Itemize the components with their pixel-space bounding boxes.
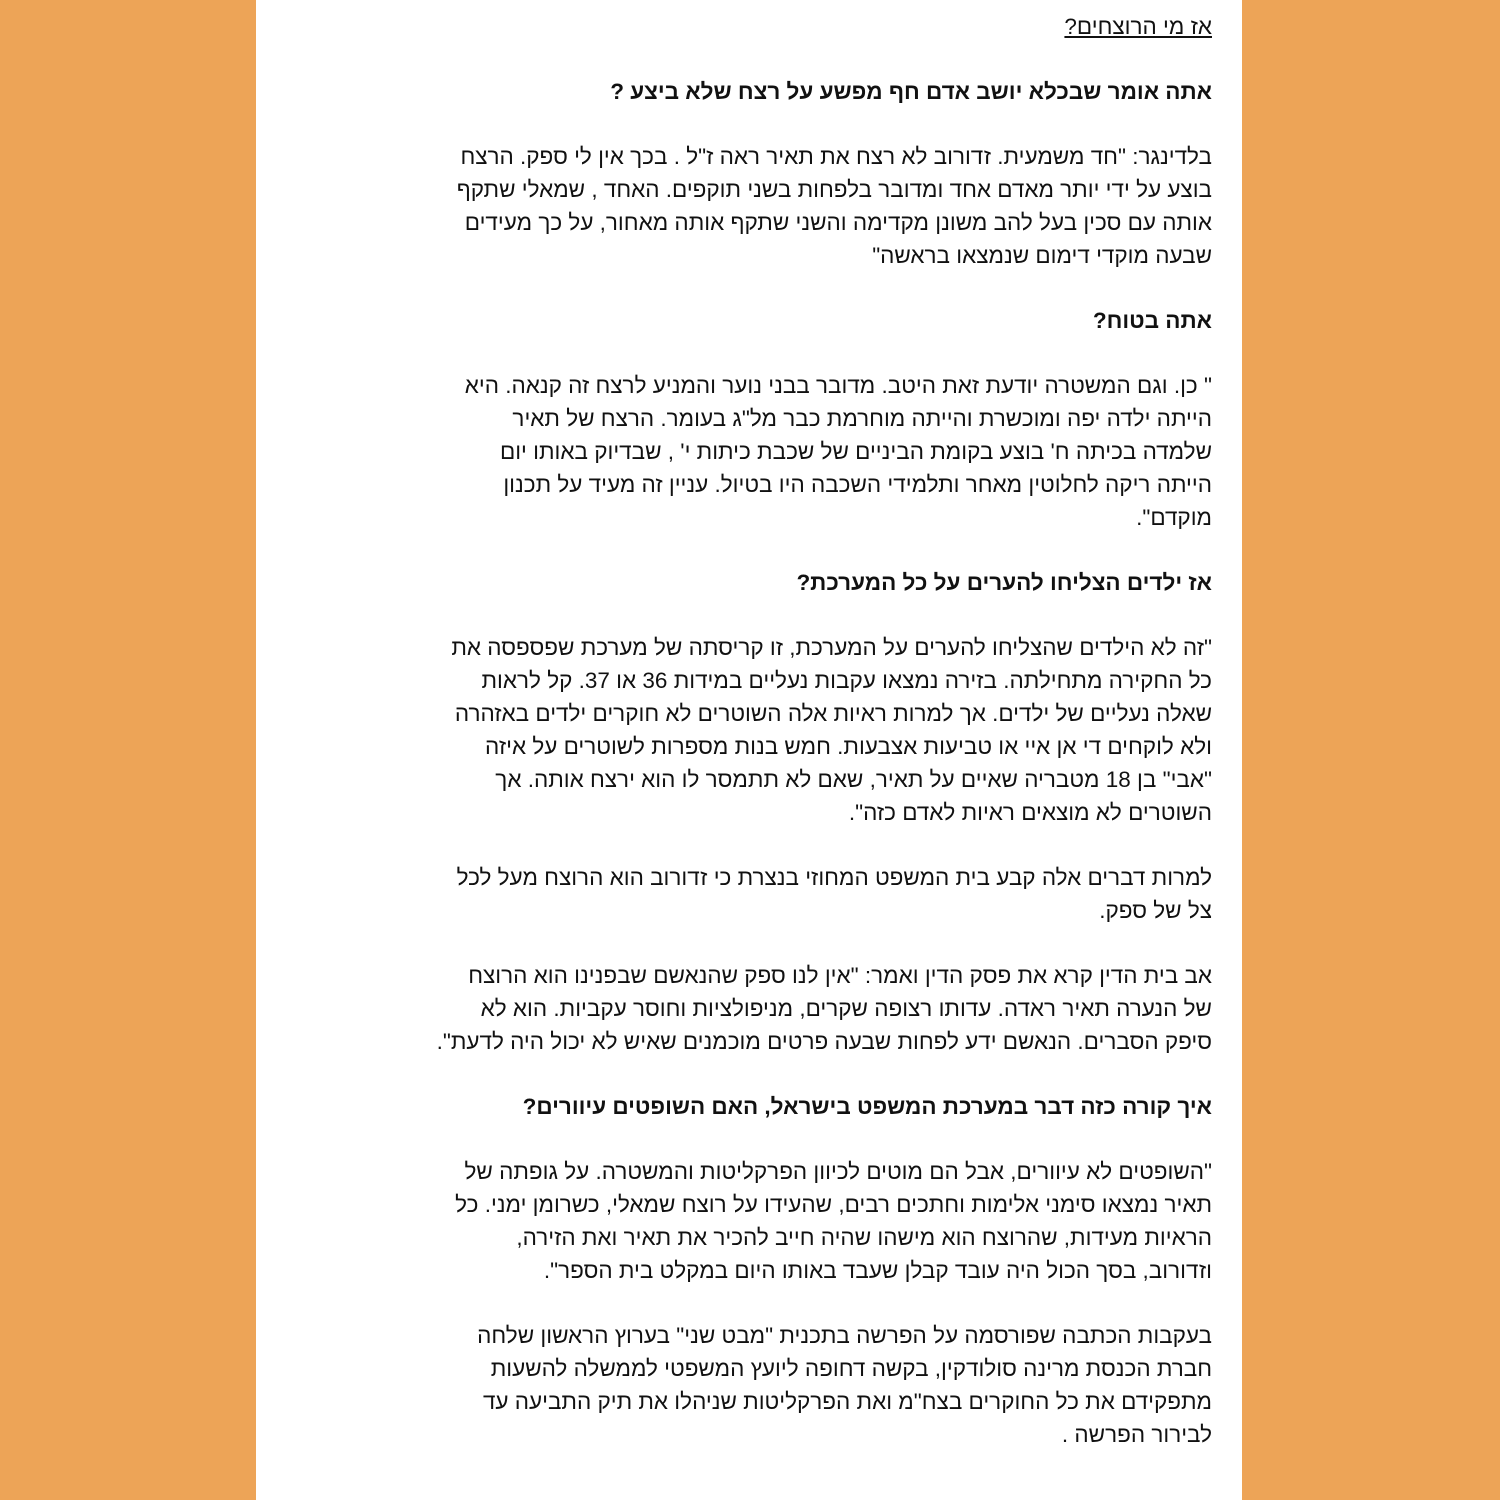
paragraph-line: צל של ספק. (1099, 898, 1212, 923)
document-body (302, 10, 1212, 1451)
answer-line: "השופטים לא עיוורים, אבל הם מוטים לכיוון הפרקליטות והמשטרה. על גופתה של (464, 1159, 1212, 1184)
interview-question: אז ילדים הצליחו להערים על כל המערכת? (796, 570, 1212, 595)
interview-question: איך קורה כזה דבר במערכת המשפט בישראל, האם השופטים עיוורים? (522, 1094, 1212, 1119)
paragraph-line: לבירור הפרשה . (1061, 1422, 1212, 1447)
paragraph-line: מתפקידם את כל החוקרים בצח"מ ואת הפרקליטות שניהלו את תיק התביעה עד (482, 1389, 1212, 1414)
answer-line: מוקדם". (1136, 505, 1212, 530)
spacer (302, 272, 1212, 304)
answer-line: הייתה ילדה יפה ומוכשרת והייתה מוחרמת כבר מל"ג בעומר. הרצח של תאיר (512, 406, 1212, 431)
answer-line: "זה לא הילדים שהצליחו להערים על המערכת, זו קריסתה של מערכת שפספסה את (451, 635, 1212, 660)
paragraph-line: סיפק הסברים. הנאשם ידע לפחות שבעה פרטים מוכמנים שאיש לא יכול היה לדעת". (436, 1029, 1212, 1054)
answer-line: בוצע על ידי יותר מאדם אחד ומדובר בלפחות בשני תוקפים. האחד , שמאלי שתקף (456, 177, 1212, 202)
interview-question: אתה בטוח? (1092, 308, 1212, 333)
answer-line: שבעה מוקדי דימום שנמצאו בראשה" (872, 243, 1212, 268)
answer-line: הראיות מעידות, שהרוצח הוא מישהו שהיה חייב להכיר את תאיר ואת הזירה, (516, 1225, 1212, 1250)
spacer (302, 829, 1212, 861)
document-page (256, 0, 1242, 1500)
answer-line: בלדינגר: "חד משמעית. זדורוב לא רצח את תאיר ראה ז"ל . בכך אין לי ספק. הרצח (460, 144, 1212, 169)
answer-line: שאלה נעליים של ילדים. אך למרות ראיות אלה השוטרים לא חוקרים ילדים באזהרה (454, 701, 1212, 726)
spacer (302, 534, 1212, 566)
answer-line: אותה עם סכין בעל להב משונן מקדימה והשני שתקף אותה מאחור, על כך מעידים (464, 210, 1212, 235)
spacer (302, 1058, 1212, 1090)
interview-question: אתה אומר שבכלא יושב אדם חף מפשע על רצח שלא ביצע ? (610, 79, 1212, 104)
answer-line: תאיר נמצאו סימני אלימות וחתכים רבים, שהעידו על רוצח שמאלי, כשרומן ימני. כל (455, 1192, 1212, 1217)
spacer (302, 337, 1212, 369)
answer-line: השוטרים לא מוצאים ראיות לאדם כזה". (848, 800, 1212, 825)
answer-line: " כן. וגם המשטרה יודעת זאת היטב. מדובר בבני נוער והמניע לרצח זה קנאה. היא (464, 373, 1212, 398)
answer-line: ולא לוקחים די אן איי או טביעות אצבעות. חמש בנות מספרות לשוטרים על איזה (485, 734, 1212, 759)
paragraph-line: למרות דברים אלה קבע בית המשפט המחוזי בנצרת כי זדורוב הוא הרוצח מעל לכל (456, 865, 1212, 890)
spacer (302, 108, 1212, 140)
paragraph-line: בעקבות הכתבה שפורסמה על הפרשה בתכנית "מבט שני" בערוץ הראשון שלחה (477, 1323, 1212, 1348)
spacer (302, 43, 1212, 75)
answer-line: וזדורוב, בסך הכול היה עובד קבלן שעבד באותו היום במקלט בית הספר". (543, 1258, 1212, 1283)
paragraph-line: של הנערה תאיר ראדה. עדותו רצופה שקרים, מניפולציות וחוסר עקביות. הוא לא (480, 996, 1212, 1021)
answer-line: כל החקירה מתחילתה. בזירה נמצאו עקבות נעליים במידות 36 או 37. קל לראות (481, 668, 1212, 693)
answer-line: הייתה ריקה לחלוטין מאחר ותלמידי השכבה היו בטיול. עניין זה מעיד על תכנון (503, 472, 1212, 497)
spacer (302, 1123, 1212, 1155)
paragraph-line: אב בית הדין קרא את פסק הדין ואמר: "אין לנו ספק שהנאשם שבפנינו הוא הרוצח (468, 963, 1212, 988)
spacer (302, 1287, 1212, 1319)
paragraph-line: חברת הכנסת מרינה סולודקין, בקשה דחופה ליועץ המשפטי לממשלה להשעות (490, 1356, 1212, 1381)
answer-line: "אבי" בן 18 מטבריה שאיים על תאיר, שאם לא תתמסר לו הוא ירצח אותה. אך (495, 767, 1212, 792)
spacer (302, 927, 1212, 959)
answer-line: שלמדה בכיתה ח' בוצע בקומת הביניים של שכבת כיתות י' , שבדיוק באותו יום (499, 439, 1212, 464)
spacer (302, 599, 1212, 631)
document-title: אז מי הרוצחים? (1064, 14, 1212, 39)
